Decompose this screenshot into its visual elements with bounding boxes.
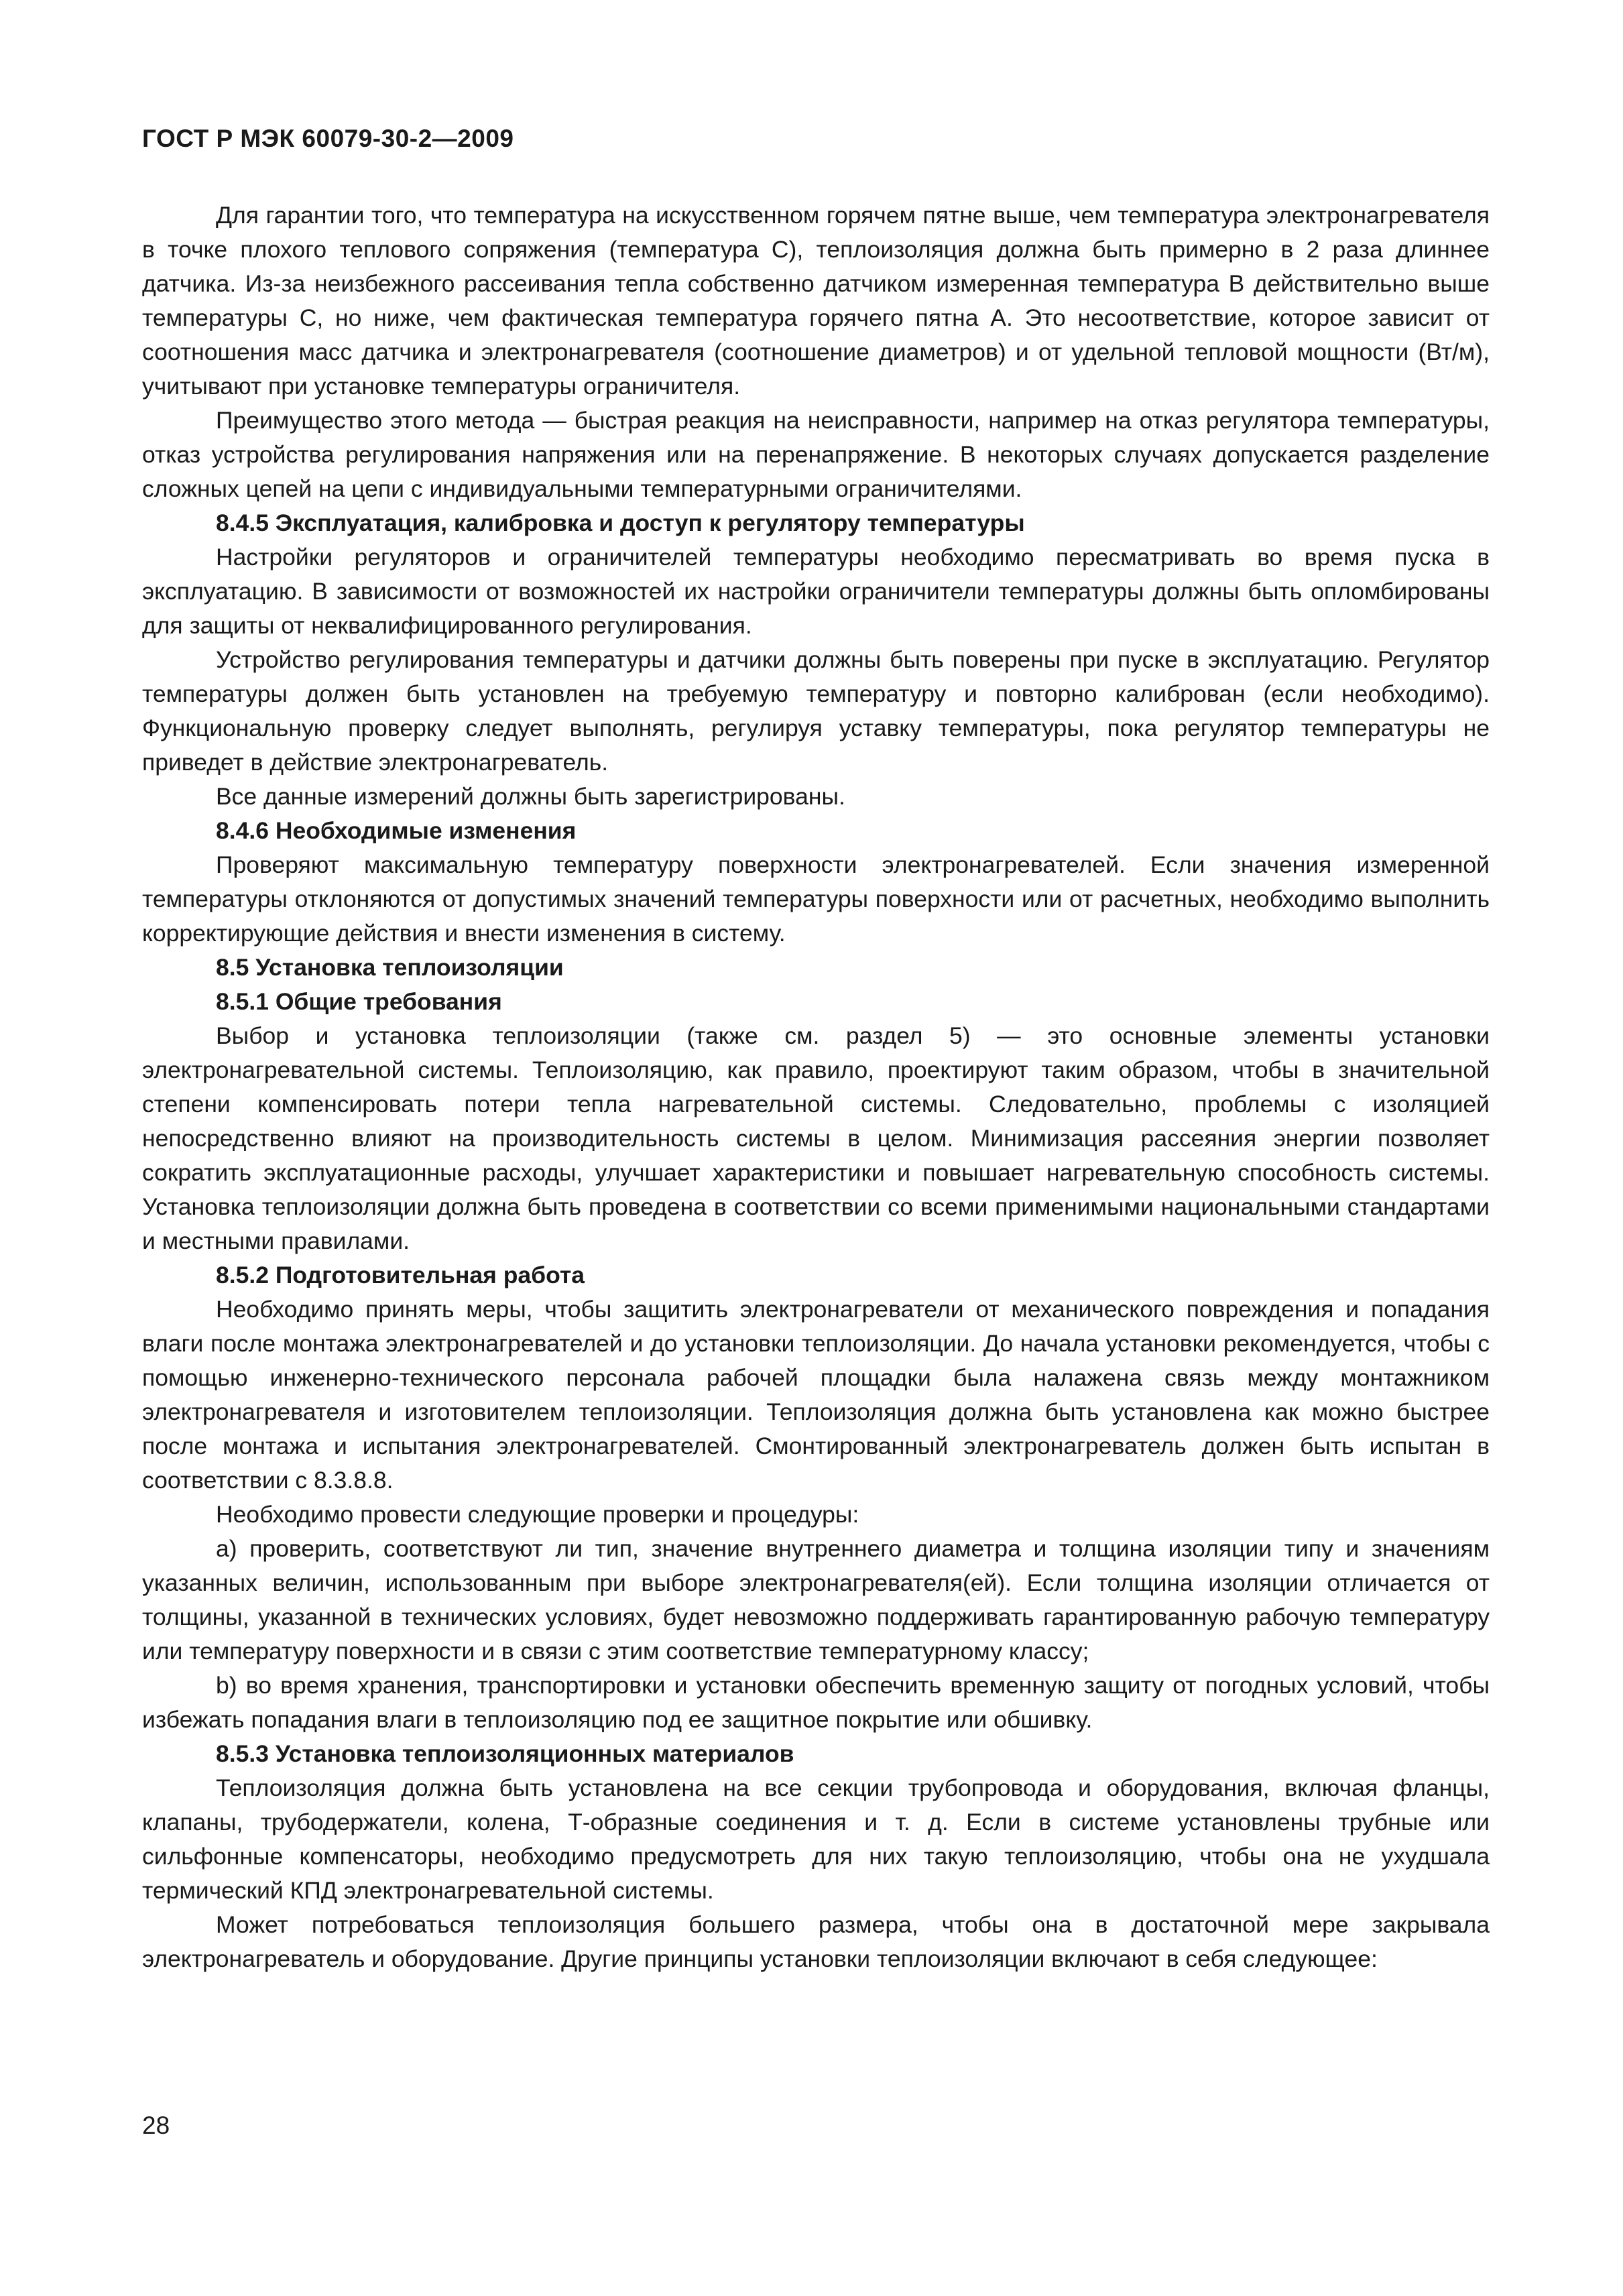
paragraph: Необходимо принять меры, чтобы защитить электронагреватели от механического повреждения и попадания влаги после монтажа электронагревателей и до установки теплоизоляции. До начала установки рекомендуется, чтобы с помощью инженерно-технического персонала рабочей площадки была налажена связь между монтажником электронагревателя и изготовителем теплоизоляции. Теплоизоляция должна быть установлена как можно быстрее после монтажа и испытания электронагревателей. Смонтированный электронагреватель должен быть испытан в соответствии с 8.3.8.8.	[142, 1296, 1490, 1494]
paragraph: Может потребоваться теплоизоляция большего размера, чтобы она в достаточной мере закрывала электронагреватель и оборудование. Другие принципы установки теплоизоляции включают в себя следующее:	[142, 1911, 1490, 1972]
list-item-a: a) проверить, соответствуют ли тип, значение внутреннего диаметра и толщина изоляции типу и значениям указанных величин, использованным при выборе электронагревателя(ей). Если толщина изоляции отличается от толщины, указанной в технических условиях, будет невозможно поддерживать гарантированную рабочую температуру или температуру поверхности и в связи с этим соответствие температурному классу;	[142, 1535, 1490, 1665]
page-body	[142, 198, 1490, 1976]
section-heading-8-4-6: 8.4.6 Необходимые изменения	[216, 817, 577, 844]
paragraph: Настройки регуляторов и ограничителей температуры необходимо пересматривать во время пуска в эксплуатацию. В зависимости от возможностей их настройки ограничители температуры должны быть опломбированы для защиты от неквалифицированного регулирования.	[142, 544, 1490, 639]
document-code-header: ГОСТ Р МЭК 60079-30-2—2009	[142, 125, 514, 152]
section-heading-8-5-1: 8.5.1 Общие требования	[216, 988, 502, 1015]
paragraph: Теплоизоляция должна быть установлена на все секции трубопровода и оборудования, включая фланцы, клапаны, трубодержатели, колена, Т-образные соединения и т. д. Если в системе установлены трубные или сильфонные компенсаторы, необходимо предусмотреть для них такую теплоизоляцию, чтобы она не ухудшала термический КПД электронагревательной системы.	[142, 1774, 1490, 1904]
page-number: 28	[142, 2112, 170, 2139]
section-heading-8-4-5: 8.4.5 Эксплуатация, калибровка и доступ к регулятору температуры	[216, 509, 1025, 536]
section-heading-8-5-2: 8.5.2 Подготовительная работа	[216, 1262, 585, 1288]
list-item-b: b) во время хранения, транспортировки и установки обеспечить временную защиту от погодных условий, чтобы избежать попадания влаги в теплоизоляцию под ее защитное покрытие или обшивку.	[142, 1672, 1490, 1733]
section-heading-8-5: 8.5 Установка теплоизоляции	[216, 954, 564, 981]
paragraph: Все данные измерений должны быть зарегистрированы.	[216, 783, 845, 810]
paragraph: Для гарантии того, что температура на искусственном горячем пятне выше, чем температура электронагревателя в точке плохого теплового сопряжения (температура С), теплоизоляция должна быть примерно в 2 раза длиннее датчика. Из-за неизбежного рассеивания тепла собственно датчиком измеренная температура В действительно выше температуры С, но ниже, чем фактическая температура горячего пятна А. Это несоответствие, которое зависит от соотношения масс датчика и электронагревателя (соотношение диаметров) и от удельной тепловой мощности (Вт/м), учитывают при установке температуры ограничителя.	[142, 202, 1490, 400]
paragraph: Необходимо провести следующие проверки и процедуры:	[216, 1501, 859, 1528]
paragraph: Проверяют максимальную температуру поверхности электронагревателей. Если значения измеренной температуры отклоняются от допустимых значений температуры поверхности или от расчетных, необходимо выполнить корректирующие действия и внести изменения в систему.	[142, 851, 1490, 947]
paragraph: Выбор и установка теплоизоляции (также см. раздел 5) — это основные элементы установки электронагревательной системы. Теплоизоляцию, как правило, проектируют таким образом, чтобы в значительной степени компенсировать потери тепла нагревательной системы. Следовательно, проблемы с изоляцией непосредственно влияют на производительность системы в целом. Минимизация рассеяния энергии позволяет сократить эксплуатационные расходы, улучшает характеристики и повышает нагревательную способность системы. Установка теплоизоляции должна быть проведена в соответствии со всеми применимыми национальными стандартами и местными правилами.	[142, 1022, 1490, 1254]
paragraph: Преимущество этого метода — быстрая реакция на неисправности, например на отказ регулятора температуры, отказ устройства регулирования напряжения или на перенапряжение. В некоторых случаях допускается разделение сложных цепей на цепи с индивидуальными температурными ограничителями.	[142, 407, 1490, 502]
paragraph: Устройство регулирования температуры и датчики должны быть поверены при пуске в эксплуатацию. Регулятор температуры должен быть установлен на требуемую температуру и повторно калиброван (если необходимо). Функциональную проверку следует выполнять, регулируя уставку температуры, пока регулятор температуры не приведет в действие электронагреватель.	[142, 646, 1490, 776]
section-heading-8-5-3: 8.5.3 Установка теплоизоляционных материалов	[216, 1740, 794, 1767]
